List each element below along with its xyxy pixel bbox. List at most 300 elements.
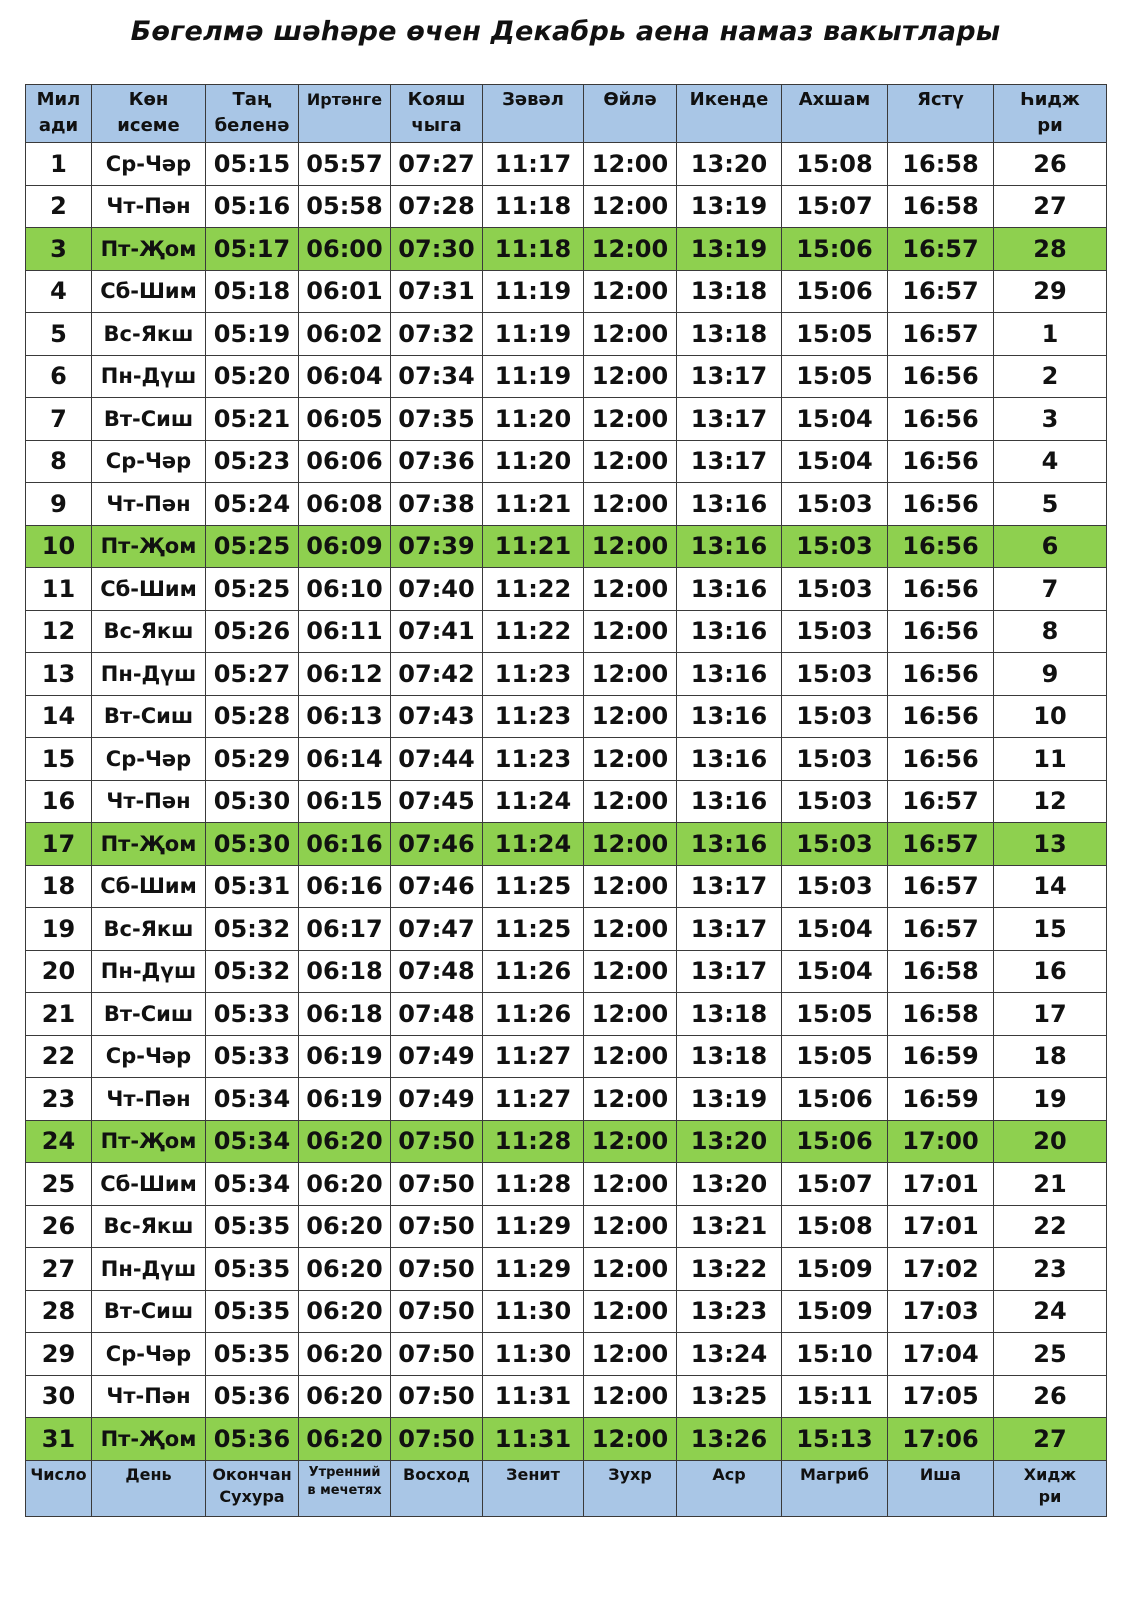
header-fajr: Таң беленә: [206, 85, 299, 143]
day-name-cell: Сб-Шим: [92, 568, 206, 611]
hijri-cell: 22: [994, 1205, 1107, 1248]
table-row: [26, 1418, 1107, 1461]
zenith-cell: 11:27: [483, 1078, 584, 1121]
hijri-cell: 28: [994, 228, 1107, 271]
isha-cell: 16:56: [888, 355, 994, 398]
asr-cell: 13:18: [677, 270, 782, 313]
sunrise-cell: 07:50: [391, 1375, 483, 1418]
morning-cell: 06:20: [299, 1163, 391, 1206]
day-name-cell: Ср-Чәр: [92, 440, 206, 483]
day-name-cell: Вс-Якш: [92, 610, 206, 653]
dhuhr-cell: 12:00: [584, 908, 677, 951]
day-number-cell: 23: [26, 1078, 92, 1121]
header-zenith: Зәвәл: [483, 85, 584, 143]
fajr-cell: 05:36: [206, 1375, 299, 1418]
fajr-cell: 05:16: [206, 185, 299, 228]
dhuhr-cell: 12:00: [584, 695, 677, 738]
zenith-cell: 11:30: [483, 1290, 584, 1333]
hijri-cell: 20: [994, 1120, 1107, 1163]
zenith-cell: 11:23: [483, 695, 584, 738]
footer-zenith: Зенит: [483, 1460, 584, 1516]
footer-asr: Аср: [677, 1460, 782, 1516]
day-number-cell: 5: [26, 313, 92, 356]
hijri-cell: 3: [994, 398, 1107, 441]
zenith-cell: 11:28: [483, 1163, 584, 1206]
sunrise-cell: 07:30: [391, 228, 483, 271]
morning-cell: 06:20: [299, 1120, 391, 1163]
day-number-cell: 3: [26, 228, 92, 271]
day-name-cell: Ср-Чәр: [92, 1333, 206, 1376]
morning-cell: 06:02: [299, 313, 391, 356]
fajr-cell: 05:29: [206, 738, 299, 781]
asr-cell: 13:16: [677, 610, 782, 653]
footer-dhuhr: Зухр: [584, 1460, 677, 1516]
fajr-cell: 05:34: [206, 1163, 299, 1206]
sunrise-cell: 07:49: [391, 1035, 483, 1078]
dhuhr-cell: 12:00: [584, 440, 677, 483]
sunrise-cell: 07:49: [391, 1078, 483, 1121]
dhuhr-cell: 12:00: [584, 950, 677, 993]
maghrib-cell: 15:06: [782, 1120, 888, 1163]
table-row: [26, 483, 1107, 526]
maghrib-cell: 15:08: [782, 143, 888, 186]
dhuhr-cell: 12:00: [584, 1418, 677, 1461]
maghrib-cell: 15:11: [782, 1375, 888, 1418]
maghrib-cell: 15:06: [782, 270, 888, 313]
footer-morning-mosque: Утренний в мечетях: [299, 1460, 391, 1516]
isha-cell: 16:56: [888, 610, 994, 653]
isha-cell: 16:57: [888, 908, 994, 951]
dhuhr-cell: 12:00: [584, 568, 677, 611]
header-morning: Иртәнге: [299, 85, 391, 143]
day-name-cell: Сб-Шим: [92, 270, 206, 313]
sunrise-cell: 07:50: [391, 1205, 483, 1248]
day-name-cell: Вс-Якш: [92, 1205, 206, 1248]
zenith-cell: 11:25: [483, 908, 584, 951]
asr-cell: 13:17: [677, 355, 782, 398]
maghrib-cell: 15:03: [782, 610, 888, 653]
maghrib-cell: 15:10: [782, 1333, 888, 1376]
footer-sunrise: Восход: [391, 1460, 483, 1516]
zenith-cell: 11:31: [483, 1375, 584, 1418]
dhuhr-cell: 12:00: [584, 993, 677, 1036]
dhuhr-cell: 12:00: [584, 1333, 677, 1376]
maghrib-cell: 15:04: [782, 950, 888, 993]
asr-cell: 13:19: [677, 1078, 782, 1121]
morning-cell: 06:17: [299, 908, 391, 951]
header-dhuhr: Өйлә: [584, 85, 677, 143]
dhuhr-cell: 12:00: [584, 1035, 677, 1078]
fajr-cell: 05:28: [206, 695, 299, 738]
isha-cell: 17:01: [888, 1205, 994, 1248]
dhuhr-cell: 12:00: [584, 270, 677, 313]
isha-cell: 16:56: [888, 525, 994, 568]
hijri-cell: 25: [994, 1333, 1107, 1376]
zenith-cell: 11:21: [483, 483, 584, 526]
dhuhr-cell: 12:00: [584, 483, 677, 526]
maghrib-cell: 15:03: [782, 568, 888, 611]
isha-cell: 16:58: [888, 993, 994, 1036]
header-day-name: Көн исеме: [92, 85, 206, 143]
hijri-cell: 18: [994, 1035, 1107, 1078]
header-maghrib: Ахшам: [782, 85, 888, 143]
isha-cell: 16:59: [888, 1035, 994, 1078]
day-number-cell: 12: [26, 610, 92, 653]
prayer-times-table: [25, 84, 1107, 1517]
table-row: [26, 270, 1107, 313]
day-number-cell: 18: [26, 865, 92, 908]
maghrib-cell: 15:05: [782, 355, 888, 398]
zenith-cell: 11:31: [483, 1418, 584, 1461]
maghrib-cell: 15:03: [782, 865, 888, 908]
dhuhr-cell: 12:00: [584, 653, 677, 696]
hijri-cell: 16: [994, 950, 1107, 993]
sunrise-cell: 07:40: [391, 568, 483, 611]
table-row: [26, 993, 1107, 1036]
asr-cell: 13:16: [677, 823, 782, 866]
day-name-cell: Сб-Шим: [92, 1163, 206, 1206]
asr-cell: 13:20: [677, 1163, 782, 1206]
zenith-cell: 11:20: [483, 398, 584, 441]
table-row: [26, 313, 1107, 356]
fajr-cell: 05:21: [206, 398, 299, 441]
zenith-cell: 11:18: [483, 185, 584, 228]
maghrib-cell: 15:03: [782, 695, 888, 738]
sunrise-cell: 07:41: [391, 610, 483, 653]
fajr-cell: 05:19: [206, 313, 299, 356]
hijri-cell: 12: [994, 780, 1107, 823]
day-number-cell: 30: [26, 1375, 92, 1418]
table-row: [26, 908, 1107, 951]
asr-cell: 13:18: [677, 1035, 782, 1078]
asr-cell: 13:16: [677, 568, 782, 611]
day-number-cell: 22: [26, 1035, 92, 1078]
table-row: [26, 695, 1107, 738]
sunrise-cell: 07:39: [391, 525, 483, 568]
morning-cell: 06:20: [299, 1375, 391, 1418]
morning-cell: 06:16: [299, 823, 391, 866]
maghrib-cell: 15:07: [782, 185, 888, 228]
sunrise-cell: 07:50: [391, 1333, 483, 1376]
fajr-cell: 05:32: [206, 950, 299, 993]
isha-cell: 16:58: [888, 185, 994, 228]
day-number-cell: 2: [26, 185, 92, 228]
sunrise-cell: 07:50: [391, 1248, 483, 1291]
morning-cell: 06:00: [299, 228, 391, 271]
dhuhr-cell: 12:00: [584, 1120, 677, 1163]
sunrise-cell: 07:48: [391, 950, 483, 993]
hijri-cell: 14: [994, 865, 1107, 908]
sunrise-cell: 07:34: [391, 355, 483, 398]
day-name-cell: Пн-Дүш: [92, 355, 206, 398]
isha-cell: 16:57: [888, 228, 994, 271]
table-row: [26, 228, 1107, 271]
day-name-cell: Чт-Пән: [92, 1078, 206, 1121]
isha-cell: 17:05: [888, 1375, 994, 1418]
asr-cell: 13:24: [677, 1333, 782, 1376]
morning-cell: 06:20: [299, 1333, 391, 1376]
hijri-cell: 5: [994, 483, 1107, 526]
sunrise-cell: 07:50: [391, 1418, 483, 1461]
asr-cell: 13:19: [677, 228, 782, 271]
day-name-cell: Вт-Сиш: [92, 1290, 206, 1333]
dhuhr-cell: 12:00: [584, 1375, 677, 1418]
table-row: [26, 355, 1107, 398]
sunrise-cell: 07:36: [391, 440, 483, 483]
sunrise-cell: 07:38: [391, 483, 483, 526]
asr-cell: 13:17: [677, 398, 782, 441]
maghrib-cell: 15:05: [782, 1035, 888, 1078]
asr-cell: 13:21: [677, 1205, 782, 1248]
day-name-cell: Вт-Сиш: [92, 993, 206, 1036]
footer-day-number: Число: [26, 1460, 92, 1516]
day-number-cell: 4: [26, 270, 92, 313]
day-name-cell: Чт-Пән: [92, 483, 206, 526]
dhuhr-cell: 12:00: [584, 610, 677, 653]
isha-cell: 16:57: [888, 313, 994, 356]
morning-cell: 06:04: [299, 355, 391, 398]
header-asr: Икенде: [677, 85, 782, 143]
morning-cell: 06:18: [299, 950, 391, 993]
maghrib-cell: 15:03: [782, 823, 888, 866]
morning-cell: 06:19: [299, 1078, 391, 1121]
day-name-cell: Чт-Пән: [92, 780, 206, 823]
hijri-cell: 8: [994, 610, 1107, 653]
fajr-cell: 05:35: [206, 1333, 299, 1376]
morning-cell: 06:11: [299, 610, 391, 653]
fajr-cell: 05:33: [206, 993, 299, 1036]
fajr-cell: 05:15: [206, 143, 299, 186]
asr-cell: 13:19: [677, 185, 782, 228]
zenith-cell: 11:29: [483, 1248, 584, 1291]
zenith-cell: 11:19: [483, 355, 584, 398]
fajr-cell: 05:17: [206, 228, 299, 271]
day-number-cell: 14: [26, 695, 92, 738]
morning-cell: 05:58: [299, 185, 391, 228]
morning-cell: 06:20: [299, 1290, 391, 1333]
morning-cell: 06:20: [299, 1248, 391, 1291]
day-name-cell: Пн-Дүш: [92, 1248, 206, 1291]
asr-cell: 13:26: [677, 1418, 782, 1461]
day-number-cell: 7: [26, 398, 92, 441]
maghrib-cell: 15:04: [782, 908, 888, 951]
isha-cell: 17:00: [888, 1120, 994, 1163]
fajr-cell: 05:18: [206, 270, 299, 313]
zenith-cell: 11:19: [483, 313, 584, 356]
day-number-cell: 8: [26, 440, 92, 483]
table-row: [26, 1078, 1107, 1121]
table-row: [26, 823, 1107, 866]
dhuhr-cell: 12:00: [584, 185, 677, 228]
day-name-cell: Пн-Дүш: [92, 950, 206, 993]
dhuhr-cell: 12:00: [584, 823, 677, 866]
fajr-cell: 05:26: [206, 610, 299, 653]
dhuhr-cell: 12:00: [584, 1205, 677, 1248]
fajr-cell: 05:33: [206, 1035, 299, 1078]
zenith-cell: 11:22: [483, 568, 584, 611]
fajr-cell: 05:30: [206, 780, 299, 823]
asr-cell: 13:23: [677, 1290, 782, 1333]
sunrise-cell: 07:31: [391, 270, 483, 313]
maghrib-cell: 15:09: [782, 1248, 888, 1291]
maghrib-cell: 15:05: [782, 993, 888, 1036]
footer-suhoor-end: Окончан Сухура: [206, 1460, 299, 1516]
sunrise-cell: 07:44: [391, 738, 483, 781]
zenith-cell: 11:27: [483, 1035, 584, 1078]
isha-cell: 17:02: [888, 1248, 994, 1291]
morning-cell: 06:16: [299, 865, 391, 908]
hijri-cell: 19: [994, 1078, 1107, 1121]
zenith-cell: 11:30: [483, 1333, 584, 1376]
day-name-cell: Пт-Җом: [92, 1418, 206, 1461]
dhuhr-cell: 12:00: [584, 525, 677, 568]
table-body: [26, 143, 1107, 1461]
dhuhr-cell: 12:00: [584, 1078, 677, 1121]
maghrib-cell: 15:03: [782, 483, 888, 526]
day-number-cell: 29: [26, 1333, 92, 1376]
maghrib-cell: 15:05: [782, 313, 888, 356]
dhuhr-cell: 12:00: [584, 143, 677, 186]
asr-cell: 13:16: [677, 780, 782, 823]
fajr-cell: 05:23: [206, 440, 299, 483]
asr-cell: 13:16: [677, 653, 782, 696]
maghrib-cell: 15:06: [782, 228, 888, 271]
day-name-cell: Чт-Пән: [92, 1375, 206, 1418]
day-name-cell: Вс-Якш: [92, 313, 206, 356]
isha-cell: 17:01: [888, 1163, 994, 1206]
zenith-cell: 11:22: [483, 610, 584, 653]
hijri-cell: 13: [994, 823, 1107, 866]
day-name-cell: Вт-Сиш: [92, 398, 206, 441]
fajr-cell: 05:34: [206, 1078, 299, 1121]
dhuhr-cell: 12:00: [584, 355, 677, 398]
isha-cell: 17:03: [888, 1290, 994, 1333]
sunrise-cell: 07:35: [391, 398, 483, 441]
hijri-cell: 29: [994, 270, 1107, 313]
dhuhr-cell: 12:00: [584, 1163, 677, 1206]
isha-cell: 17:06: [888, 1418, 994, 1461]
footer-row: [26, 1460, 1107, 1516]
zenith-cell: 11:23: [483, 738, 584, 781]
footer-hijri: Хидж ри: [994, 1460, 1107, 1516]
dhuhr-cell: 12:00: [584, 228, 677, 271]
day-number-cell: 20: [26, 950, 92, 993]
table-row: [26, 1163, 1107, 1206]
morning-cell: 06:08: [299, 483, 391, 526]
isha-cell: 16:56: [888, 483, 994, 526]
footer-day-name: День: [92, 1460, 206, 1516]
morning-cell: 06:14: [299, 738, 391, 781]
day-number-cell: 25: [26, 1163, 92, 1206]
hijri-cell: 27: [994, 185, 1107, 228]
fajr-cell: 05:25: [206, 525, 299, 568]
fajr-cell: 05:34: [206, 1120, 299, 1163]
morning-cell: 06:20: [299, 1205, 391, 1248]
hijri-cell: 10: [994, 695, 1107, 738]
isha-cell: 16:57: [888, 270, 994, 313]
zenith-cell: 11:17: [483, 143, 584, 186]
maghrib-cell: 15:03: [782, 653, 888, 696]
hijri-cell: 2: [994, 355, 1107, 398]
table-row: [26, 1035, 1107, 1078]
fajr-cell: 05:32: [206, 908, 299, 951]
zenith-cell: 11:20: [483, 440, 584, 483]
zenith-cell: 11:28: [483, 1120, 584, 1163]
day-number-cell: 31: [26, 1418, 92, 1461]
sunrise-cell: 07:27: [391, 143, 483, 186]
table-row: [26, 738, 1107, 781]
sunrise-cell: 07:50: [391, 1120, 483, 1163]
day-number-cell: 11: [26, 568, 92, 611]
isha-cell: 16:57: [888, 865, 994, 908]
maghrib-cell: 15:03: [782, 525, 888, 568]
day-name-cell: Ср-Чәр: [92, 143, 206, 186]
isha-cell: 16:58: [888, 143, 994, 186]
asr-cell: 13:18: [677, 313, 782, 356]
day-name-cell: Ср-Чәр: [92, 1035, 206, 1078]
zenith-cell: 11:21: [483, 525, 584, 568]
day-number-cell: 1: [26, 143, 92, 186]
isha-cell: 17:04: [888, 1333, 994, 1376]
page-title: Бөгелмә шәһәре өчен Декабрь аена намаз вакытлары: [130, 16, 1001, 47]
fajr-cell: 05:25: [206, 568, 299, 611]
fajr-cell: 05:30: [206, 823, 299, 866]
zenith-cell: 11:19: [483, 270, 584, 313]
hijri-cell: 1: [994, 313, 1107, 356]
asr-cell: 13:20: [677, 143, 782, 186]
sunrise-cell: 07:45: [391, 780, 483, 823]
fajr-cell: 05:36: [206, 1418, 299, 1461]
table-row: [26, 398, 1107, 441]
sunrise-cell: 07:50: [391, 1290, 483, 1333]
sunrise-cell: 07:46: [391, 823, 483, 866]
table-row: [26, 1205, 1107, 1248]
day-number-cell: 17: [26, 823, 92, 866]
hijri-cell: 26: [994, 143, 1107, 186]
sunrise-cell: 07:48: [391, 993, 483, 1036]
hijri-cell: 6: [994, 525, 1107, 568]
maghrib-cell: 15:08: [782, 1205, 888, 1248]
hijri-cell: 4: [994, 440, 1107, 483]
asr-cell: 13:16: [677, 483, 782, 526]
day-name-cell: Чт-Пән: [92, 185, 206, 228]
table-row: [26, 610, 1107, 653]
sunrise-cell: 07:47: [391, 908, 483, 951]
hijri-cell: 11: [994, 738, 1107, 781]
morning-cell: 06:05: [299, 398, 391, 441]
day-name-cell: Ср-Чәр: [92, 738, 206, 781]
header-row: [26, 85, 1107, 143]
maghrib-cell: 15:04: [782, 440, 888, 483]
day-name-cell: Пт-Җом: [92, 228, 206, 271]
table-row: [26, 653, 1107, 696]
isha-cell: 16:56: [888, 695, 994, 738]
morning-cell: 06:09: [299, 525, 391, 568]
day-number-cell: 28: [26, 1290, 92, 1333]
isha-cell: 16:56: [888, 738, 994, 781]
asr-cell: 13:16: [677, 738, 782, 781]
asr-cell: 13:20: [677, 1120, 782, 1163]
dhuhr-cell: 12:00: [584, 313, 677, 356]
hijri-cell: 23: [994, 1248, 1107, 1291]
morning-cell: 06:19: [299, 1035, 391, 1078]
day-number-cell: 6: [26, 355, 92, 398]
table-row: [26, 185, 1107, 228]
day-name-cell: Пт-Җом: [92, 525, 206, 568]
fajr-cell: 05:35: [206, 1248, 299, 1291]
maghrib-cell: 15:03: [782, 780, 888, 823]
sunrise-cell: 07:28: [391, 185, 483, 228]
